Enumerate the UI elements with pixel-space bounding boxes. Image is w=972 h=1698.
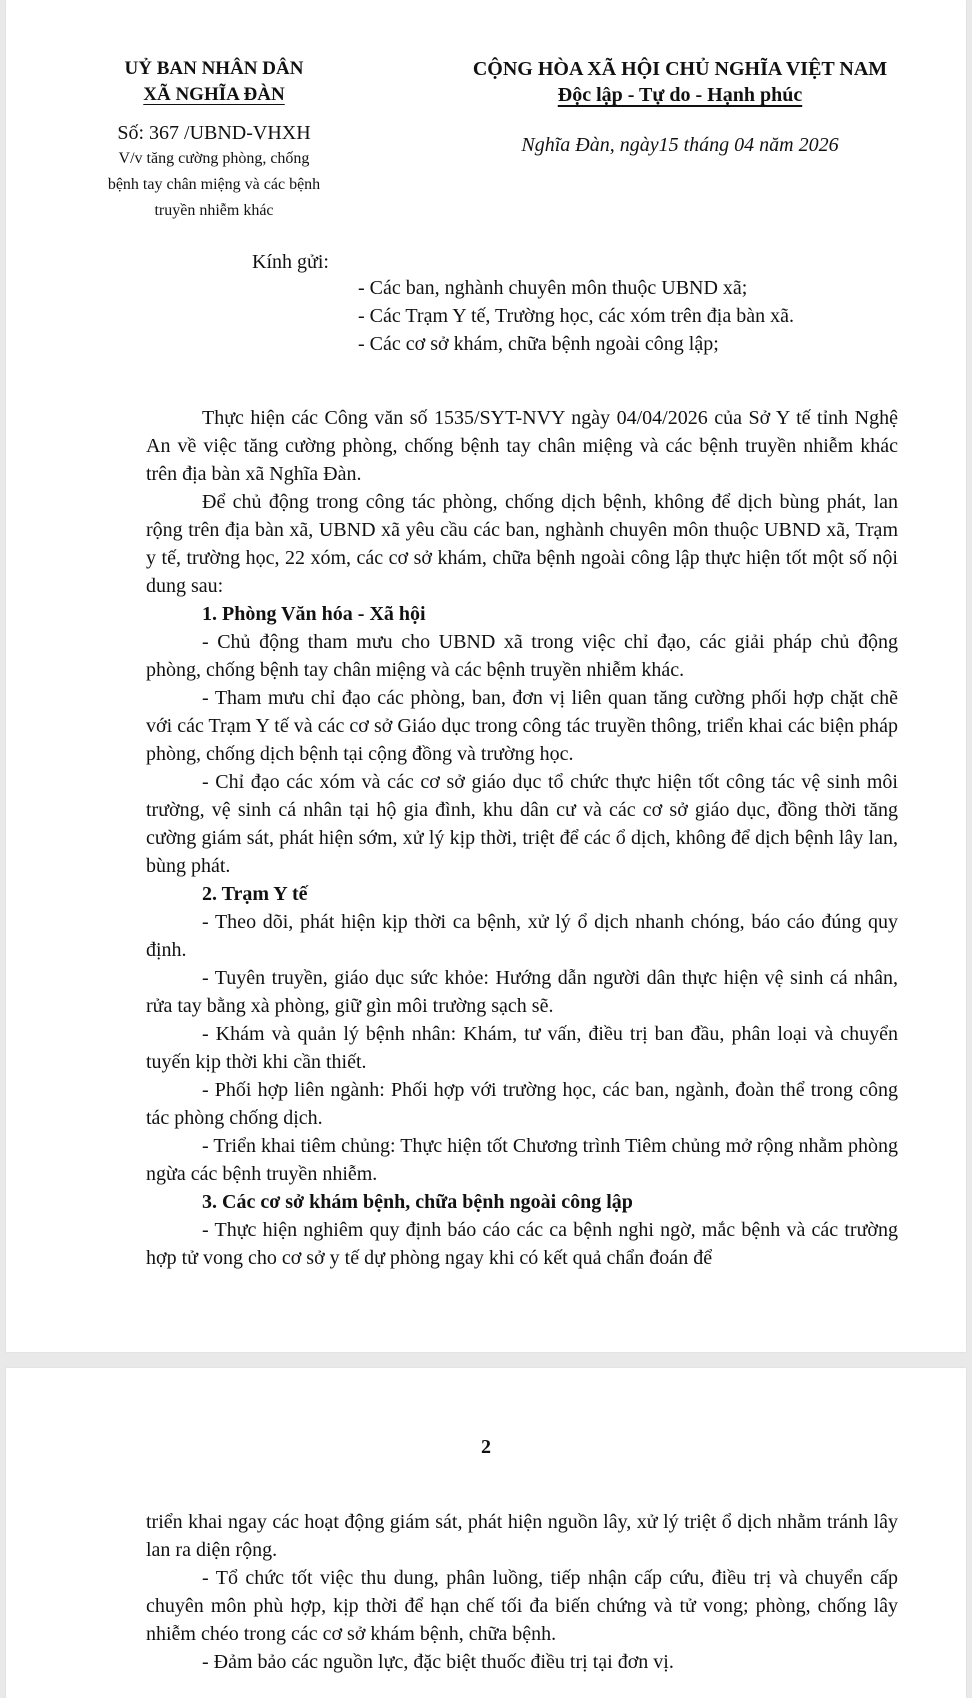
section-item: - Chủ động tham mưu cho UBND xã trong việc chỉ đạo, các giải pháp chủ động phòng, chống bệnh tay chân miệng và các bệnh truyền nhiễm khác. [146,631,898,681]
section-heading: 1. Phòng Văn hóa - Xã hội [202,603,426,625]
section-item: - Chỉ đạo các xóm và các cơ sở giáo dục tổ chức thực hiện tốt công tác vệ sinh môi trường, vệ sinh cá nhân tại hộ gia đình, khu dân cư và các cơ sở giáo dục, đồng thời tăng cường giám sát, phát hiện sớm, xử lý kịp thời, triệt để các ổ dịch, không để dịch bệnh lây lan, bùng phát. [146,771,898,877]
section-item: - Theo dõi, phát hiện kịp thời ca bệnh, xử lý ổ dịch nhanh chóng, báo cáo đúng quy định. [146,911,898,961]
national-motto: Độc lập - Tự do - Hạnh phúc [557,84,803,106]
request-paragraph: Để chủ động trong công tác phòng, chống dịch bệnh, không để dịch bùng phát, lan rộng trên địa bàn xã, UBND xã yêu cầu các ban, nghành chuyên môn thuộc UBND xã, Trạm y tế, trường học, 22 xóm, các cơ sở khám, chữa bệnh ngoài công lập thực hiện tốt một số nội dung sau: [146,491,898,597]
subject-line: bệnh tay chân miệng và các bệnh [107,176,321,193]
section-heading: 3. Các cơ sở khám bệnh, chữa bệnh ngoài công lập [202,1191,633,1213]
page-number: 2 [481,1436,491,1458]
section-item: - Tổ chức tốt việc thu dung, phân luồng, tiếp nhận cấp cứu, điều trị và chuyển cấp chuyên môn phù hợp, kịp thời để hạn chế tối đa biến chứng và tử vong; phòng, chống lây nhiễm chéo trong các cơ sở khám bệnh, chữa bệnh. [146,1567,898,1645]
subject-line: truyền nhiễm khác [154,202,274,219]
recipients-label: Kính gửi: [252,251,329,273]
recipients-list [358,274,794,358]
section-item: - Tham mưu chỉ đạo các phòng, ban, đơn vị liên quan tăng cường phối hợp chặt chẽ với các Trạm Y tế và các cơ sở Giáo dục trong công tác truyền thông, triển khai các biện pháp phòng, chống dịch bệnh tại cộng đồng và trường học. [146,687,898,765]
recipient-item: - Các cơ sở khám, chữa bệnh ngoài công lập; [358,333,719,355]
document-subject [86,146,342,224]
intro-paragraph: Thực hiện các Công văn số 1535/SYT-NVY ngày 04/04/2026 của Sở Y tế tỉnh Nghệ An về việc tăng cường phòng, chống bệnh tay chân miệng và các bệnh truyền nhiễm khác trên địa bàn xã Nghĩa Đàn. [146,407,898,485]
section-item: - Khám và quản lý bệnh nhân: Khám, tư vấn, điều trị ban đầu, phân loại và chuyển tuyến kịp thời khi cần thiết. [146,1023,898,1073]
place-date-line: Nghĩa Đàn, ngày15 tháng 04 năm 2026 [521,134,839,156]
section-item: - Tuyên truyền, giáo dục sức khỏe: Hướng dẫn người dân thực hiện vệ sinh cá nhân, rửa tay bằng xà phòng, giữ gìn môi trường sạch sẽ. [146,967,898,1017]
document-body-continued [146,1508,898,1676]
nation-title: CỘNG HÒA XÃ HỘI CHỦ NGHĨA VIỆT NAM [472,58,888,80]
document-body [146,404,898,1272]
recipient-item: - Các Trạm Y tế, Trường học, các xóm trên địa bàn xã. [358,305,794,327]
continued-paragraph: triển khai ngay các hoạt động giám sát, phát hiện nguồn lây, xử lý triệt ổ dịch nhằm tránh lây lan ra diện rộng. [146,1511,898,1561]
document-page-1 [6,0,966,1352]
issuer-block [86,56,342,224]
recipient-item: - Các ban, nghành chuyên môn thuộc UBND xã; [358,277,748,299]
section-item: - Đảm bảo các nguồn lực, đặc biệt thuốc điều trị tại đơn vị. [202,1651,674,1673]
issuer-org-name: UỶ BAN NHÂN DÂN [124,58,304,79]
subject-line: V/v tăng cường phòng, chống [118,150,310,167]
section-item: - Triển khai tiêm chủng: Thực hiện tốt Chương trình Tiêm chủng mở rộng nhằm phòng ngừa các bệnh truyền nhiễm. [146,1135,898,1185]
section-heading: 2. Trạm Y tế [202,883,308,905]
section-item: - Phối hợp liên ngành: Phối hợp với trường học, các ban, ngành, đoàn thể trong công tác phòng chống dịch. [146,1079,898,1129]
document-number: Số: 367 /UBND-VHXH [117,122,311,144]
national-header [454,56,906,158]
issuer-commune-name: XÃ NGHĨA ĐÀN [143,84,285,105]
section-item: - Thực hiện nghiêm quy định báo cáo các ca bệnh nghi ngờ, mắc bệnh và các trường hợp tử vong cho cơ sở y tế dự phòng ngay khi có kết quả chẩn đoán để [146,1219,898,1269]
document-page-2 [6,1368,966,1698]
